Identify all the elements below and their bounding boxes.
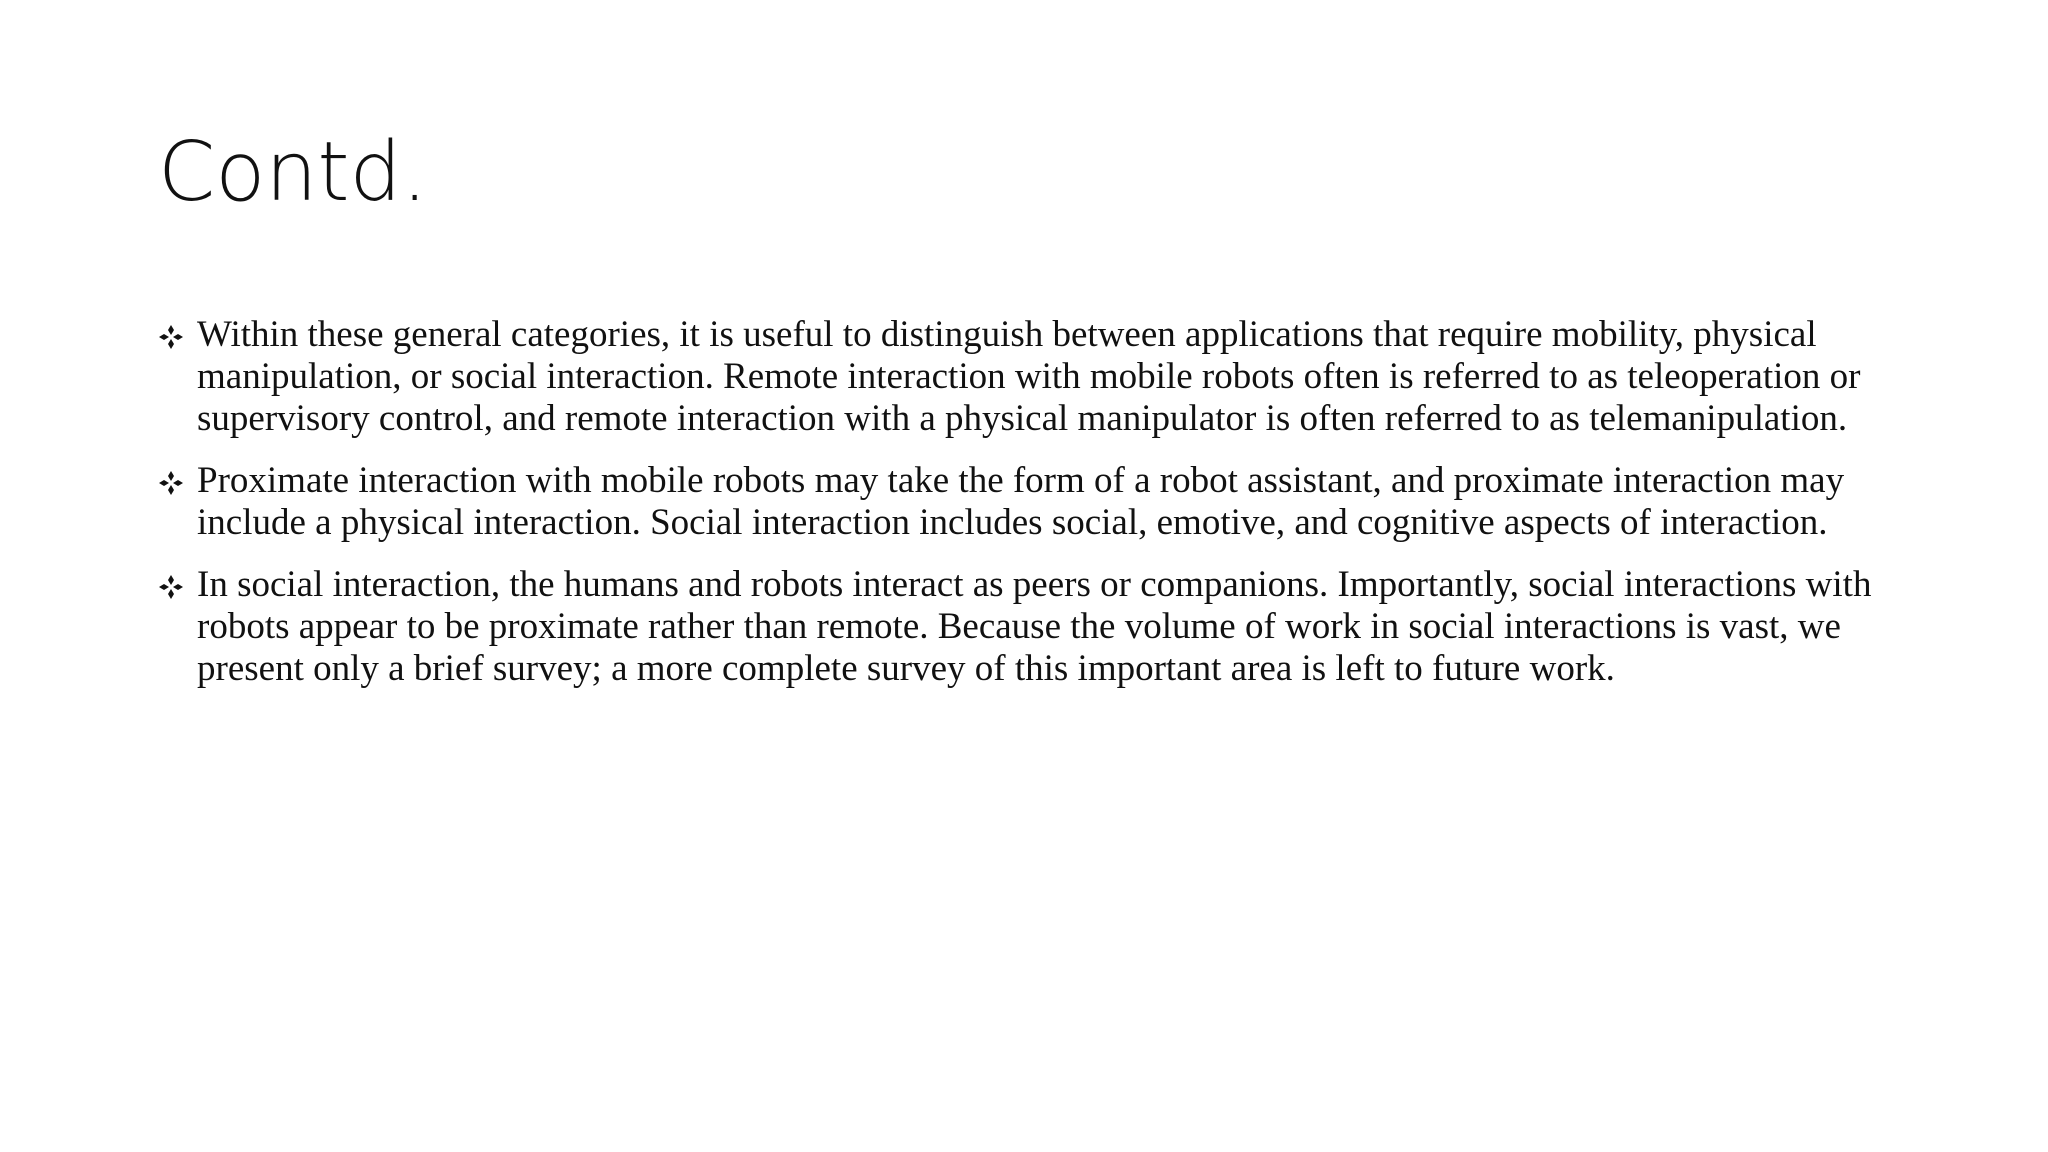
bullet-item bbox=[158, 460, 1918, 544]
bullet-text: In social interaction, the humans and robots interact as peers or companions. Importantly, social interactions with robots appear to be proximate rather than remote. Because the volume of work in social interactions is vast, we present only a brief survey; a more complete survey of this important area is left to future work. bbox=[197, 564, 1872, 689]
diamond-bullet-icon bbox=[158, 574, 188, 604]
bullet-list bbox=[158, 314, 1918, 710]
bullet-text: Within these general categories, it is useful to distinguish between applications that require mobility, physical manipulation, or social interaction. Remote interaction with mobile robots often is referred to as teleoperation or supervisory control, and remote interaction with a physical manipulator is often referred to as telemanipulation. bbox=[197, 314, 1861, 439]
bullet-item bbox=[158, 564, 1918, 690]
diamond-bullet-icon bbox=[158, 324, 188, 354]
diamond-bullet-icon bbox=[158, 470, 188, 500]
bullet-item bbox=[158, 314, 1918, 440]
slide-title: Contd. bbox=[158, 125, 428, 220]
bullet-text: Proximate interaction with mobile robots may take the form of a robot assistant, and proximate interaction may include a physical interaction. Social interaction includes social, emotive, and cognitive aspects of interaction. bbox=[197, 460, 1845, 543]
